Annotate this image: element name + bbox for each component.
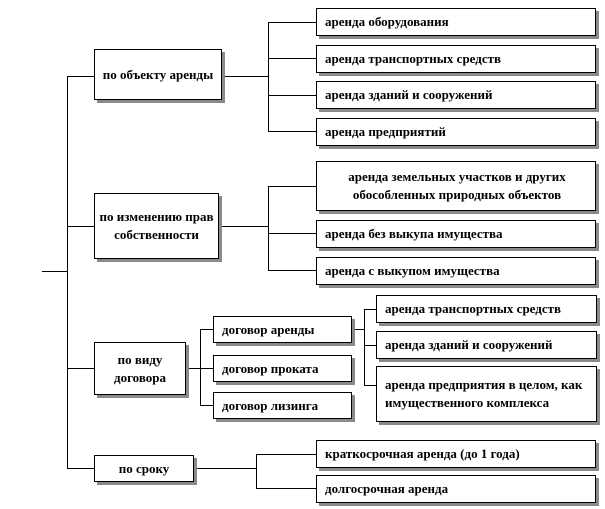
group-by-term	[94, 455, 194, 482]
contract-type-item	[213, 316, 352, 343]
connector	[67, 76, 68, 469]
leaf-item	[376, 366, 597, 422]
group-label: по виду договора	[114, 351, 166, 385]
connector	[222, 76, 269, 77]
connector	[200, 329, 213, 330]
connector	[268, 22, 269, 132]
leaf-item	[376, 295, 597, 323]
leaf-label: договор лизинга	[222, 397, 319, 413]
leaf-item	[316, 161, 596, 211]
group-by-contract	[94, 342, 186, 395]
connector	[256, 454, 316, 455]
connector	[67, 368, 94, 369]
contract-type-item	[213, 392, 352, 419]
leaf-label: договор проката	[222, 360, 319, 376]
leaf-item	[316, 440, 596, 468]
leaf-item	[376, 331, 597, 359]
connector	[200, 405, 213, 406]
connector	[268, 270, 316, 271]
connector	[268, 131, 316, 132]
contract-type-item	[213, 355, 352, 382]
group-label: по сроку	[118, 460, 170, 476]
connector	[364, 309, 376, 310]
connector	[67, 226, 94, 227]
connector	[364, 385, 376, 386]
leaf-label: аренда предприятий	[325, 124, 446, 139]
leaf-item	[316, 220, 596, 248]
leaf-label: аренда с выкупом имущества	[325, 263, 500, 278]
leaf-item	[316, 257, 596, 285]
group-by-object	[94, 49, 222, 100]
group-by-ownership	[94, 193, 219, 259]
leaf-label: аренда транспортных средств	[325, 51, 502, 66]
leaf-label: аренда транспортных средств	[385, 301, 562, 316]
leaf-label: аренда зданий и сооружений	[325, 87, 493, 102]
leaf-label: договор аренды	[222, 321, 315, 337]
connector	[268, 58, 316, 59]
leaf-item	[316, 118, 596, 146]
leaf-label: аренда зданий и сооружений	[385, 337, 553, 352]
leaf-item	[316, 45, 596, 73]
connector	[268, 186, 316, 187]
connector	[268, 233, 316, 234]
connector	[200, 368, 213, 369]
connector	[268, 95, 316, 96]
connector	[268, 22, 316, 23]
connector	[256, 488, 316, 489]
leaf-item	[316, 81, 596, 109]
connector	[364, 345, 376, 346]
leaf-label: аренда без выкупа имущества	[325, 226, 503, 241]
leaf-item	[316, 8, 596, 36]
connector	[67, 76, 94, 77]
leaf-label: аренда оборудования	[325, 14, 449, 29]
connector	[194, 468, 257, 469]
leaf-label: аренда предприятия в целом, как имущественного комплекса	[385, 377, 583, 410]
leaf-label: аренда земельных участков и других обособленных природных объектов	[348, 169, 566, 202]
connector	[364, 309, 365, 386]
connector	[256, 454, 257, 489]
leaf-label: краткосрочная аренда (до 1 года)	[325, 446, 520, 461]
connector	[219, 226, 269, 227]
connector	[42, 271, 68, 272]
connector	[67, 468, 94, 469]
group-label: по изменению прав собственности	[99, 209, 214, 242]
group-label: по объекту аренды	[102, 66, 214, 82]
leaf-item	[316, 475, 596, 503]
connector	[268, 186, 269, 271]
leaf-label: долгосрочная аренда	[325, 481, 449, 496]
